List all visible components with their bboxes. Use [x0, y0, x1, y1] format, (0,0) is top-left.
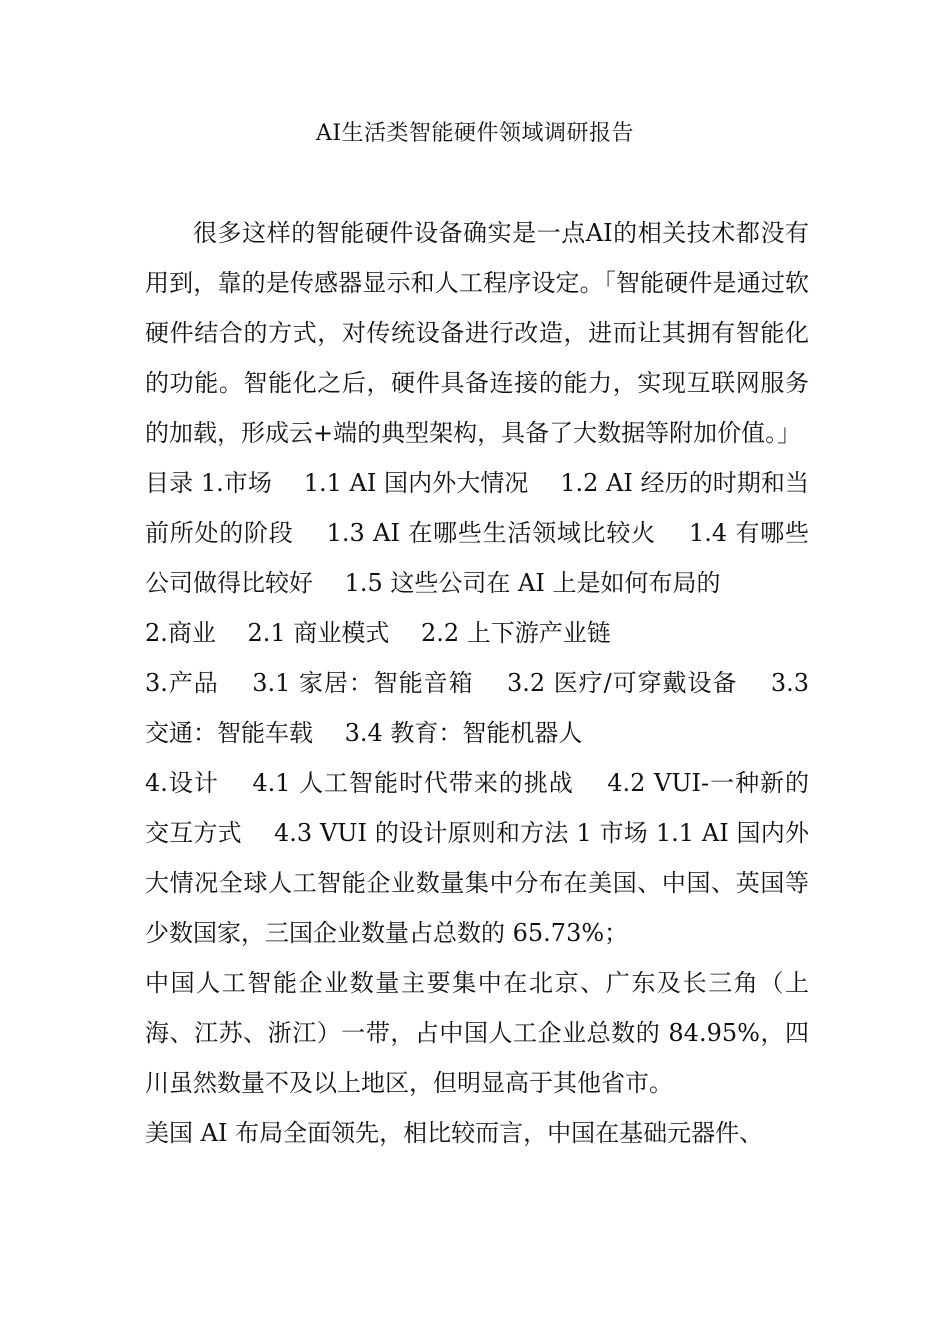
us-ai-paragraph: 美国 AI 布局全面领先，相比较而言，中国在基础元器件、: [145, 1119, 764, 1147]
table-of-contents-market: 目录 1.市场 1.1 AI 国内外大情况 1.2 AI 经历的时期和当前所处的阶段 1.3 AI 在哪些生活领域比较火 1.4 有哪些公司做得比较好 1.5 这些公司在 AI 上是如何布局的: [145, 469, 809, 597]
document-title: AI生活类智能硬件领域调研报告: [315, 121, 635, 146]
table-of-contents-design: 4.设计 4.1 人工智能时代带来的挑战 4.2 VUI-一种新的交互方式 4.3 VUI 的设计原则和方法 1 市场 1.1 AI 国内外大情况全球人工智能企业数量集中分布在美国、中国、英国等少数国家，三国企业数量占总数的 65.73%；: [145, 769, 809, 947]
china-ai-paragraph: 中国人工智能企业数量主要集中在北京、广东及长三角（上海、江苏、浙江）一带，占中国人工企业总数的 84.95%，四川虽然数量不及以上地区，但明显高于其他省市。: [145, 969, 809, 1097]
table-of-contents-business: 2.商业 2.1 商业模式 2.2 上下游产业链: [145, 619, 611, 647]
table-of-contents-product: 3.产品 3.1 家居：智能音箱 3.2 医疗/可穿戴设备 3.3 交通：智能车载 3.4 教育：智能机器人: [145, 669, 809, 747]
intro-paragraph: 很多这样的智能硬件设备确实是一点AI的相关技术都没有用到，靠的是传感器显示和人工程序设定。「智能硬件是通过软硬件结合的方式，对传统设备进行改造，进而让其拥有智能化的功能。智能化之后，硬件具备连接的能力，实现互联网服务的加载，形成云+端的典型架构，具备了大数据等附加价值。」: [145, 219, 809, 447]
document-body: [145, 208, 809, 1158]
